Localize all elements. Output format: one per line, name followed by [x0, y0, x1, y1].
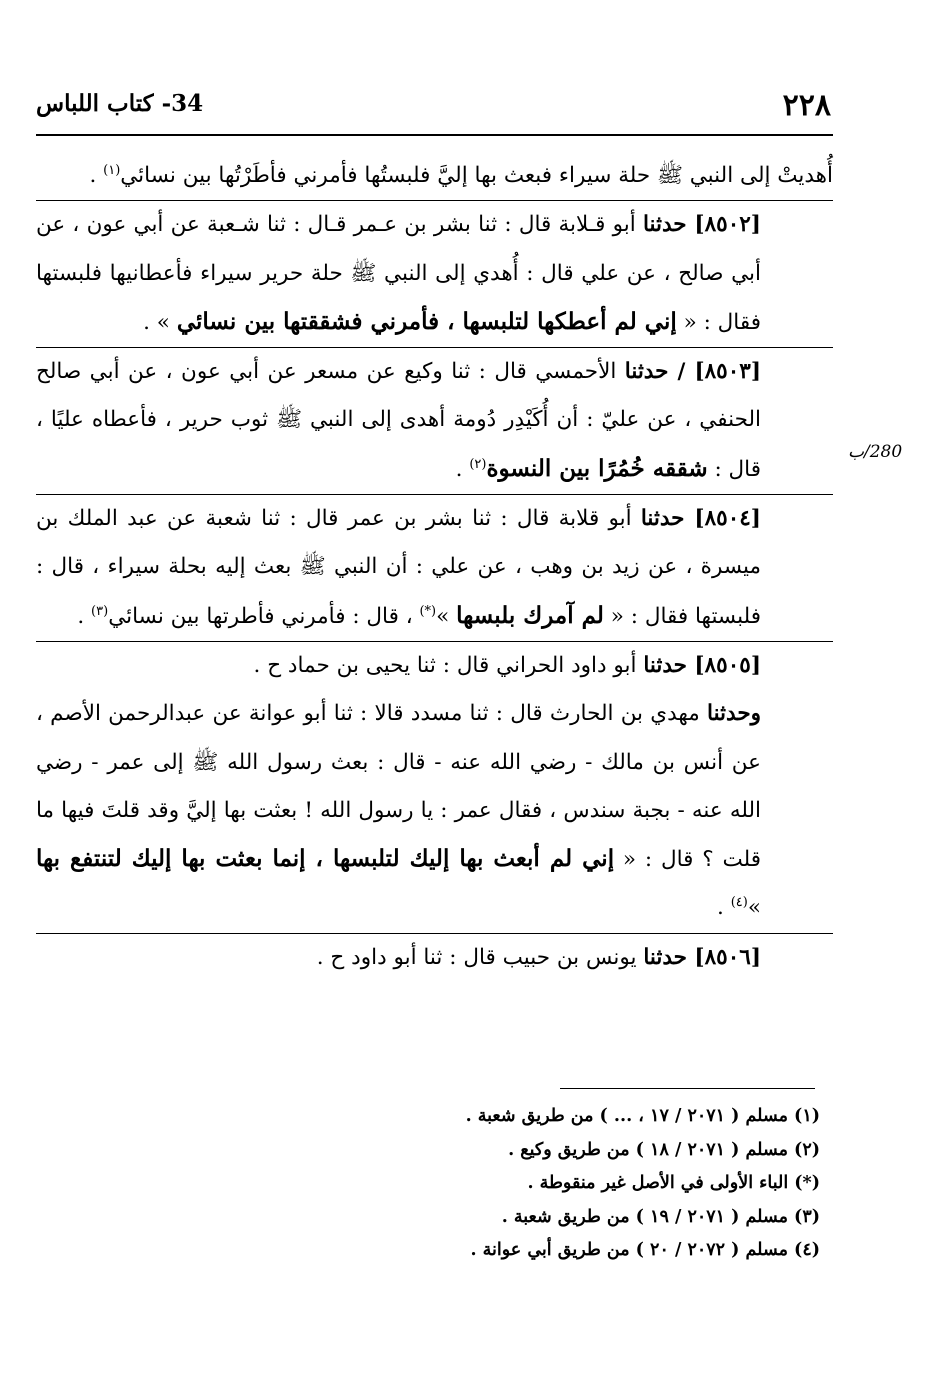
footnotes [300, 1100, 820, 1268]
text-span: . [77, 603, 92, 629]
footnote-ref: (٣) [91, 603, 109, 619]
text-span: الأحمسي قال : ثنا وكيع عن مسعر عن أبي عون ، عن أبي صالح الحنفي ، عن عليّ : أن أُكَيْدِر دُومة أهدى إلى النبي ﷺ ثوب حرير ، فأعطاه عليًا ، قال : [36, 359, 761, 482]
text-span: أبو داود الحراني قال : ثنا يحيى بن حماد ح . [253, 652, 644, 678]
hadith-number: [٨٥٠٤] [684, 506, 761, 532]
text-span: أبو قلابة قال : ثنا بشر بن عمر قال : ثنا شعبة عن عبد الملك بن ميسرة ، عن زيد بن وهب ، عن علي : أن النبي ﷺ بعث إليه بحلة سيراء ، قال : فلبستها فقال : « [36, 506, 761, 629]
footnote-ref: (١) [103, 162, 121, 178]
text-span: . [89, 163, 104, 188]
text-span: حدثنا [643, 652, 687, 678]
footnote: (٣) مسلم ( ٢٠٧١ / ١٩ ) من طريق شعبة . [501, 1206, 820, 1227]
text-span: » . [143, 309, 177, 335]
text-span: » [436, 603, 457, 629]
footnote: (١) مسلم ( ٢٠٧١ / ١٧ ، ... ) من طريق شعبة . [465, 1106, 820, 1126]
footnote-ref: (*) [419, 603, 437, 619]
page-number: ٢٢٨ [782, 88, 831, 123]
text-span: إني لم أعطكها لتلبسها ، فأمرني فشققتها بين نسائي [176, 307, 677, 335]
text-span: . [717, 895, 731, 921]
footnote-ref: (٢) [469, 456, 487, 472]
hadith-paragraph [36, 642, 833, 690]
text-span: شققه خُمُرًا بين النسوة [486, 454, 708, 482]
footnote-ref: (٤) [730, 895, 748, 911]
hadith-paragraph [36, 934, 833, 982]
text-span: وحدثنا [707, 701, 761, 727]
text-span: » [747, 895, 761, 921]
footnote: (٢) مسلم ( ٢٠٧١ / ١٨ ) من طريق وكيع . [508, 1139, 820, 1160]
text-span: يونس بن حبيب قال : ثنا أبو داود ح . [316, 944, 644, 970]
text-paragraph [36, 152, 833, 200]
hadith-number: [٨٥٠٥] [686, 652, 761, 678]
text-span: أبو قـلابة قال : ثنا بشر بن عـمر قـال : ثنا شـعبة عن أبي عون ، عن أبي صالح ، عن علي قال : أُهدي إلى النبي ﷺ حلة حرير سيراء فأعطانيها فلبستها فقال : « [36, 212, 761, 335]
hadith-paragraph [36, 495, 833, 641]
page-header [36, 84, 831, 128]
hadith-number: [٨٥٠٦] [686, 944, 761, 970]
footnote: (*) الباء الأولى في الأصل غير منقوطة . [527, 1173, 820, 1193]
text-span: حدثنا [640, 506, 685, 532]
chapter-title: 34- كتاب اللباس [36, 90, 204, 117]
text-span: لم آمرك بلبسها [456, 601, 604, 629]
text-span: . [455, 456, 470, 482]
hadith-number: [٨٥٠٣] / [668, 359, 762, 385]
hadith-paragraph [36, 348, 833, 494]
hadith-number: [٨٥٠٢] [686, 212, 761, 238]
footnote-rule [560, 1088, 815, 1089]
text-span: أُهديتْ إلى النبي ﷺ حلة سيراء فبعث بها إليَّ فلبستُها فأمرني فأطَرْتُها بين نسائي [120, 163, 833, 188]
text-span: ، قال : فأمرني فأطرتها بين نسائي [108, 603, 420, 629]
text-span: مهدي بن الحارث قال : ثنا مسدد قالا : ثنا أبو عوانة عن عبدالرحمن الأصم ، عن أنس بن مالك - رضي الله عنه - قال : بعث رسول الله ﷺ إلى عمر - رضي الله عنه - بجبة سندس ، فقال عمر : يا رسول الله ! بعثت بها إليَّ وقد قلتَ فيها ما قلت ؟ قال : « [36, 701, 761, 873]
main-text [36, 152, 833, 982]
footnote: (٤) مسلم ( ٢٠٧٢ / ٢٠ ) من طريق أبي عوانة . [470, 1240, 820, 1260]
text-span: حدثنا [624, 359, 669, 385]
text-span: حدثنا [642, 212, 687, 238]
margin-note: 280/ب [848, 442, 903, 462]
text-span: حدثنا [643, 944, 687, 970]
text-paragraph [36, 690, 833, 932]
text-span: إني لم أبعث بها إليك لتلبسها ، إنما بعثت بها إليك لتنتفع بها [36, 845, 615, 873]
header-rule [36, 134, 833, 136]
hadith-paragraph [36, 201, 833, 347]
